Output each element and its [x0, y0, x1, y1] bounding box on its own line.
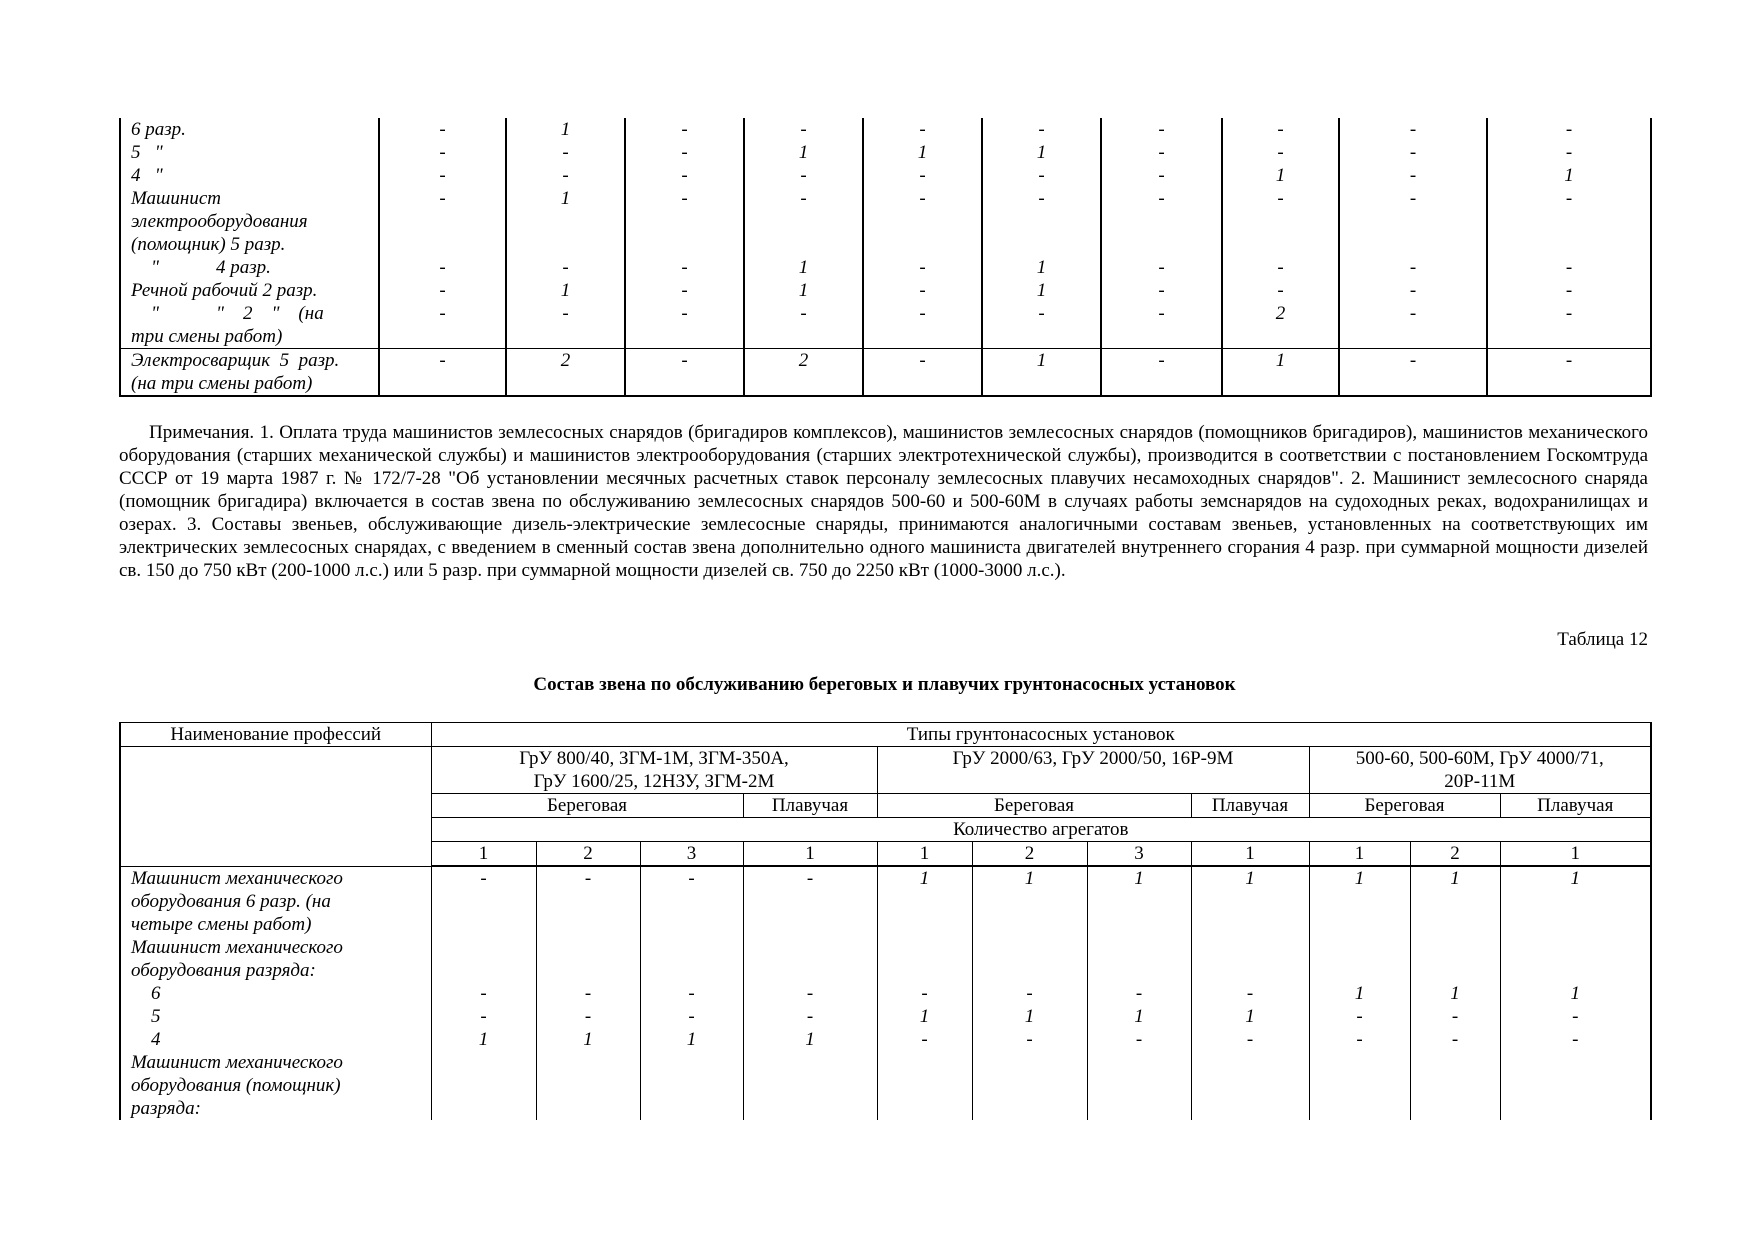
table-cell: -	[982, 118, 1101, 141]
table-cell: 1	[982, 141, 1101, 164]
count-header: 1	[1500, 842, 1651, 867]
table-cell: -	[1309, 1005, 1410, 1028]
table-cell: 1	[1500, 866, 1651, 936]
table-cell: -	[972, 982, 1087, 1005]
table-cell: -	[640, 1005, 743, 1028]
table-cell: -	[625, 187, 744, 256]
table-cell: -	[640, 982, 743, 1005]
table-cell: -	[744, 302, 863, 349]
table-cell: -	[379, 164, 506, 187]
table-cell: -	[744, 187, 863, 256]
profession-name	[120, 302, 379, 349]
table-cell: 1	[1410, 866, 1500, 936]
table-cell: -	[625, 279, 744, 302]
table-cell: 1	[640, 1028, 743, 1051]
profession-name: 6	[120, 982, 431, 1005]
coastal-header: Береговая	[431, 794, 743, 818]
group-header	[1309, 747, 1651, 794]
table-cell: -	[1487, 302, 1651, 349]
table-cell: 1	[506, 279, 625, 302]
table-cell: 1	[877, 866, 972, 936]
table-cell: -	[1339, 118, 1487, 141]
table-row	[120, 936, 1651, 982]
count-header: 3	[1087, 842, 1191, 867]
table-cell	[1309, 936, 1410, 982]
coastal-header: Береговая	[877, 794, 1191, 818]
table-cell: -	[863, 302, 982, 349]
group-header-line: ГрУ 2000/63, ГрУ 2000/50, 16Р-9М	[952, 748, 1234, 769]
name-line: (на три смены работ)	[131, 373, 313, 394]
table-cell: -	[972, 1028, 1087, 1051]
count-header: 2	[972, 842, 1087, 867]
profession-name: Машинист механического оборудования разряда:	[120, 936, 431, 982]
table-cell	[743, 1051, 877, 1120]
table-cell: 1	[1410, 982, 1500, 1005]
table-cell	[431, 1051, 536, 1120]
count-header: 1	[1191, 842, 1309, 867]
table-cell: 1	[1309, 866, 1410, 936]
table-cell	[640, 1051, 743, 1120]
profession-name: 4	[120, 1028, 431, 1051]
table-cell	[1500, 1051, 1651, 1120]
table-cell: -	[863, 164, 982, 187]
name-line: Электросварщик 5 разр.	[131, 350, 340, 371]
table-cell: -	[1101, 187, 1222, 256]
table-cell	[1410, 1051, 1500, 1120]
table-cell: 1	[744, 279, 863, 302]
table-cell: -	[1410, 1028, 1500, 1051]
table-cell: 1	[1087, 1005, 1191, 1028]
table-cell: -	[625, 164, 744, 187]
table-cell: -	[625, 349, 744, 397]
group-header-line: ГрУ 800/40, ЗГМ-1М, ЗГМ-350А,	[519, 748, 789, 769]
table-cell: -	[1339, 279, 1487, 302]
table-cell: -	[863, 256, 982, 279]
types-header: Типы грунтонасосных установок	[431, 723, 1651, 747]
table-cell: -	[1222, 256, 1339, 279]
staffing-table-continued	[119, 118, 1652, 397]
table-cell: -	[379, 279, 506, 302]
table-cell: -	[1487, 279, 1651, 302]
count-header: 1	[431, 842, 536, 867]
table-cell: -	[982, 164, 1101, 187]
table-cell: 1	[744, 141, 863, 164]
table-cell: 1	[877, 1005, 972, 1028]
table-cell: -	[1191, 982, 1309, 1005]
table-cell: -	[625, 302, 744, 349]
table-cell: -	[863, 279, 982, 302]
table-cell: -	[1339, 141, 1487, 164]
table-cell: 1	[1309, 982, 1410, 1005]
table-cell: 1	[1087, 866, 1191, 936]
group-header-line: 20Р-11М	[1444, 771, 1516, 792]
name-line: три смены работ)	[131, 326, 283, 347]
table-cell: -	[1222, 141, 1339, 164]
group-header	[431, 747, 877, 794]
table-cell: 1	[1191, 1005, 1309, 1028]
table-cell: 1	[1487, 164, 1651, 187]
table-cell: -	[1487, 256, 1651, 279]
table-cell: -	[1101, 279, 1222, 302]
table-cell: -	[1487, 187, 1651, 256]
table-cell: -	[1339, 349, 1487, 397]
table-cell: -	[506, 256, 625, 279]
table-row	[120, 164, 1651, 187]
table-cell: 1	[536, 1028, 640, 1051]
floating-header: Плавучая	[1191, 794, 1309, 818]
table-cell	[431, 936, 536, 982]
table-cell: -	[1487, 118, 1651, 141]
table-cell: -	[1339, 302, 1487, 349]
table-cell: -	[1222, 279, 1339, 302]
table-cell: -	[863, 349, 982, 397]
profession-header: Наименование профессий	[120, 723, 431, 747]
table-cell: 1	[863, 141, 982, 164]
table-cell: -	[379, 187, 506, 256]
name-line: " " 2 " (на	[151, 303, 324, 324]
table-cell	[536, 936, 640, 982]
floating-header: Плавучая	[1500, 794, 1651, 818]
table-cell: -	[379, 118, 506, 141]
table-cell: -	[506, 164, 625, 187]
profession-name: Машинист механического оборудования (помощник) разряда:	[120, 1051, 431, 1120]
table-cell: -	[744, 118, 863, 141]
table-cell: -	[1101, 302, 1222, 349]
profession-name: " 4 разр.	[120, 256, 379, 279]
table-cell: -	[744, 164, 863, 187]
table-cell	[1191, 936, 1309, 982]
pump-installations-table	[119, 722, 1652, 1120]
table-row	[120, 1028, 1651, 1051]
table-cell: -	[625, 141, 744, 164]
profession-header-empty	[120, 747, 431, 867]
table-cell: 1	[982, 279, 1101, 302]
count-header: 1	[1309, 842, 1410, 867]
table-row	[120, 1005, 1651, 1028]
table-cell	[1309, 1051, 1410, 1120]
table-cell: -	[743, 866, 877, 936]
table-row	[120, 302, 1651, 349]
table-cell: -	[379, 141, 506, 164]
table-cell	[536, 1051, 640, 1120]
profession-name: 4 "	[120, 164, 379, 187]
count-header: 2	[1410, 842, 1500, 867]
table-cell: -	[1101, 349, 1222, 397]
profession-name: Речной рабочий 2 разр.	[120, 279, 379, 302]
table-cell	[640, 936, 743, 982]
table-cell: -	[536, 1005, 640, 1028]
table-cell	[1410, 936, 1500, 982]
table-cell: -	[536, 866, 640, 936]
table-row	[120, 118, 1651, 141]
table-cell: -	[431, 982, 536, 1005]
table-cell	[877, 936, 972, 982]
group-header-line: 500-60, 500-60М, ГрУ 4000/71,	[1355, 748, 1604, 769]
profession-name: 5 "	[120, 141, 379, 164]
table-cell	[743, 936, 877, 982]
table-cell: 1	[744, 256, 863, 279]
table-cell: -	[1087, 1028, 1191, 1051]
table-cell: -	[877, 982, 972, 1005]
table-cell	[972, 936, 1087, 982]
count-header: 2	[536, 842, 640, 867]
table-cell: 1	[506, 118, 625, 141]
count-header: 1	[877, 842, 972, 867]
units-count-header: Количество агрегатов	[431, 818, 1651, 842]
table-cell: 1	[972, 1005, 1087, 1028]
table-cell: 1	[506, 187, 625, 256]
table-cell: -	[379, 349, 506, 397]
table-cell: -	[1487, 349, 1651, 397]
notes-paragraph: Примечания. 1. Оплата труда машинистов землесосных снарядов (бригадиров комплексов), машинистов землесосных снарядов (помощников бригадиров), машинистов механического оборудования (старших механической службы) и машинистов электрооборудования (старших электротехнической службы), производится в соответствии с постановлением Госкомтруда СССР от 19 марта 1987 г. № 172/7-28 "Об установлении месячных расчетных ставок персоналу землесосных плавучих несамоходных снарядов". 2. Машинист землесосного снаряда (помощник бригадира) включается в состав звена по обслуживанию землесосных снарядов 500-60 и 500-60М в случаях работы земснарядов на судоходных реках, водохранилищах и озерах. 3. Составы звеньев, обслуживающие дизель-электрические землесосные снаряды, принимаются аналогичными составам звеньев, установленных на соответствующих им электрических землесосных снарядах, с введением в сменный состав звена дополнительно одного машиниста двигателей внутреннего сгорания 4 разр. при суммарной мощности дизелей св. 150 до 750 кВт (200-1000 л.с.) или 5 разр. при суммарной мощности дизелей св. 750 до 2250 кВт (1000-3000 л.с.).	[119, 422, 1648, 581]
table-cell: 1	[1500, 982, 1651, 1005]
coastal-header: Береговая	[1309, 794, 1500, 818]
table-cell: -	[863, 118, 982, 141]
table-cell: -	[1410, 1005, 1500, 1028]
table-row	[120, 1051, 1651, 1120]
name-line: Машинист	[131, 188, 221, 209]
table-cell: -	[743, 982, 877, 1005]
table-cell: -	[506, 302, 625, 349]
table-cell: -	[1101, 141, 1222, 164]
table-cell: 1	[982, 256, 1101, 279]
table-cell: 1	[431, 1028, 536, 1051]
group-header	[877, 747, 1309, 794]
table-cell: 1	[743, 1028, 877, 1051]
table-cell	[877, 1051, 972, 1120]
table-cell: -	[1101, 164, 1222, 187]
table-cell: 1	[1222, 164, 1339, 187]
table-cell: -	[1339, 164, 1487, 187]
table-cell: -	[379, 256, 506, 279]
table-cell: -	[1101, 256, 1222, 279]
count-header: 3	[640, 842, 743, 867]
table-cell: -	[1191, 1028, 1309, 1051]
table-cell	[1500, 936, 1651, 982]
table-cell: -	[625, 118, 744, 141]
profession-name	[120, 187, 379, 256]
table-cell: -	[1500, 1005, 1651, 1028]
table-cell: 1	[972, 866, 1087, 936]
table-cell: -	[1487, 141, 1651, 164]
floating-header: Плавучая	[743, 794, 877, 818]
header-row	[120, 723, 1651, 747]
table-cell: -	[1101, 118, 1222, 141]
table-row	[120, 256, 1651, 279]
table-cell: -	[536, 982, 640, 1005]
table-cell: -	[431, 1005, 536, 1028]
group-header-line: ГрУ 1600/25, 12НЗУ, ЗГМ-2М	[533, 771, 775, 792]
profession-name: 6 разр.	[120, 118, 379, 141]
table-cell: 2	[744, 349, 863, 397]
table-cell: -	[1087, 982, 1191, 1005]
profession-name	[120, 349, 379, 397]
table-cell: -	[1500, 1028, 1651, 1051]
table-row	[120, 141, 1651, 164]
table-cell: -	[431, 866, 536, 936]
table-cell: -	[982, 302, 1101, 349]
table-cell: -	[379, 302, 506, 349]
table-cell: -	[1339, 187, 1487, 256]
table-cell	[972, 1051, 1087, 1120]
table-cell: -	[743, 1005, 877, 1028]
table-cell: 1	[1191, 866, 1309, 936]
table-cell: 2	[506, 349, 625, 397]
table-title: Состав звена по обслуживанию береговых и плавучих грунтонасосных установок	[533, 674, 1236, 695]
name-line: (помощник) 5 разр.	[131, 234, 286, 255]
table-cell: -	[863, 187, 982, 256]
table-cell: 1	[982, 349, 1101, 397]
table-cell: -	[625, 256, 744, 279]
table-cell: -	[1309, 1028, 1410, 1051]
count-header: 1	[743, 842, 877, 867]
name-line: электрооборудования	[131, 211, 308, 232]
header-row	[120, 747, 1651, 794]
table-cell: -	[982, 187, 1101, 256]
table-cell	[1087, 1051, 1191, 1120]
table-cell: -	[640, 866, 743, 936]
table-row	[120, 279, 1651, 302]
table-cell: -	[1222, 187, 1339, 256]
table-number: Таблица 12	[1557, 629, 1648, 650]
table-cell: -	[1222, 118, 1339, 141]
table-row	[120, 187, 1651, 256]
table-row	[120, 349, 1651, 397]
table-row	[120, 982, 1651, 1005]
table-cell: -	[1339, 256, 1487, 279]
profession-name: 5	[120, 1005, 431, 1028]
table-cell	[1087, 936, 1191, 982]
profession-name: Машинист механического оборудования 6 разр. (на четыре смены работ)	[120, 866, 431, 936]
table-cell: -	[506, 141, 625, 164]
table-cell	[1191, 1051, 1309, 1120]
table-cell: -	[877, 1028, 972, 1051]
table-row	[120, 866, 1651, 936]
table-cell: 1	[1222, 349, 1339, 397]
table-cell: 2	[1222, 302, 1339, 349]
